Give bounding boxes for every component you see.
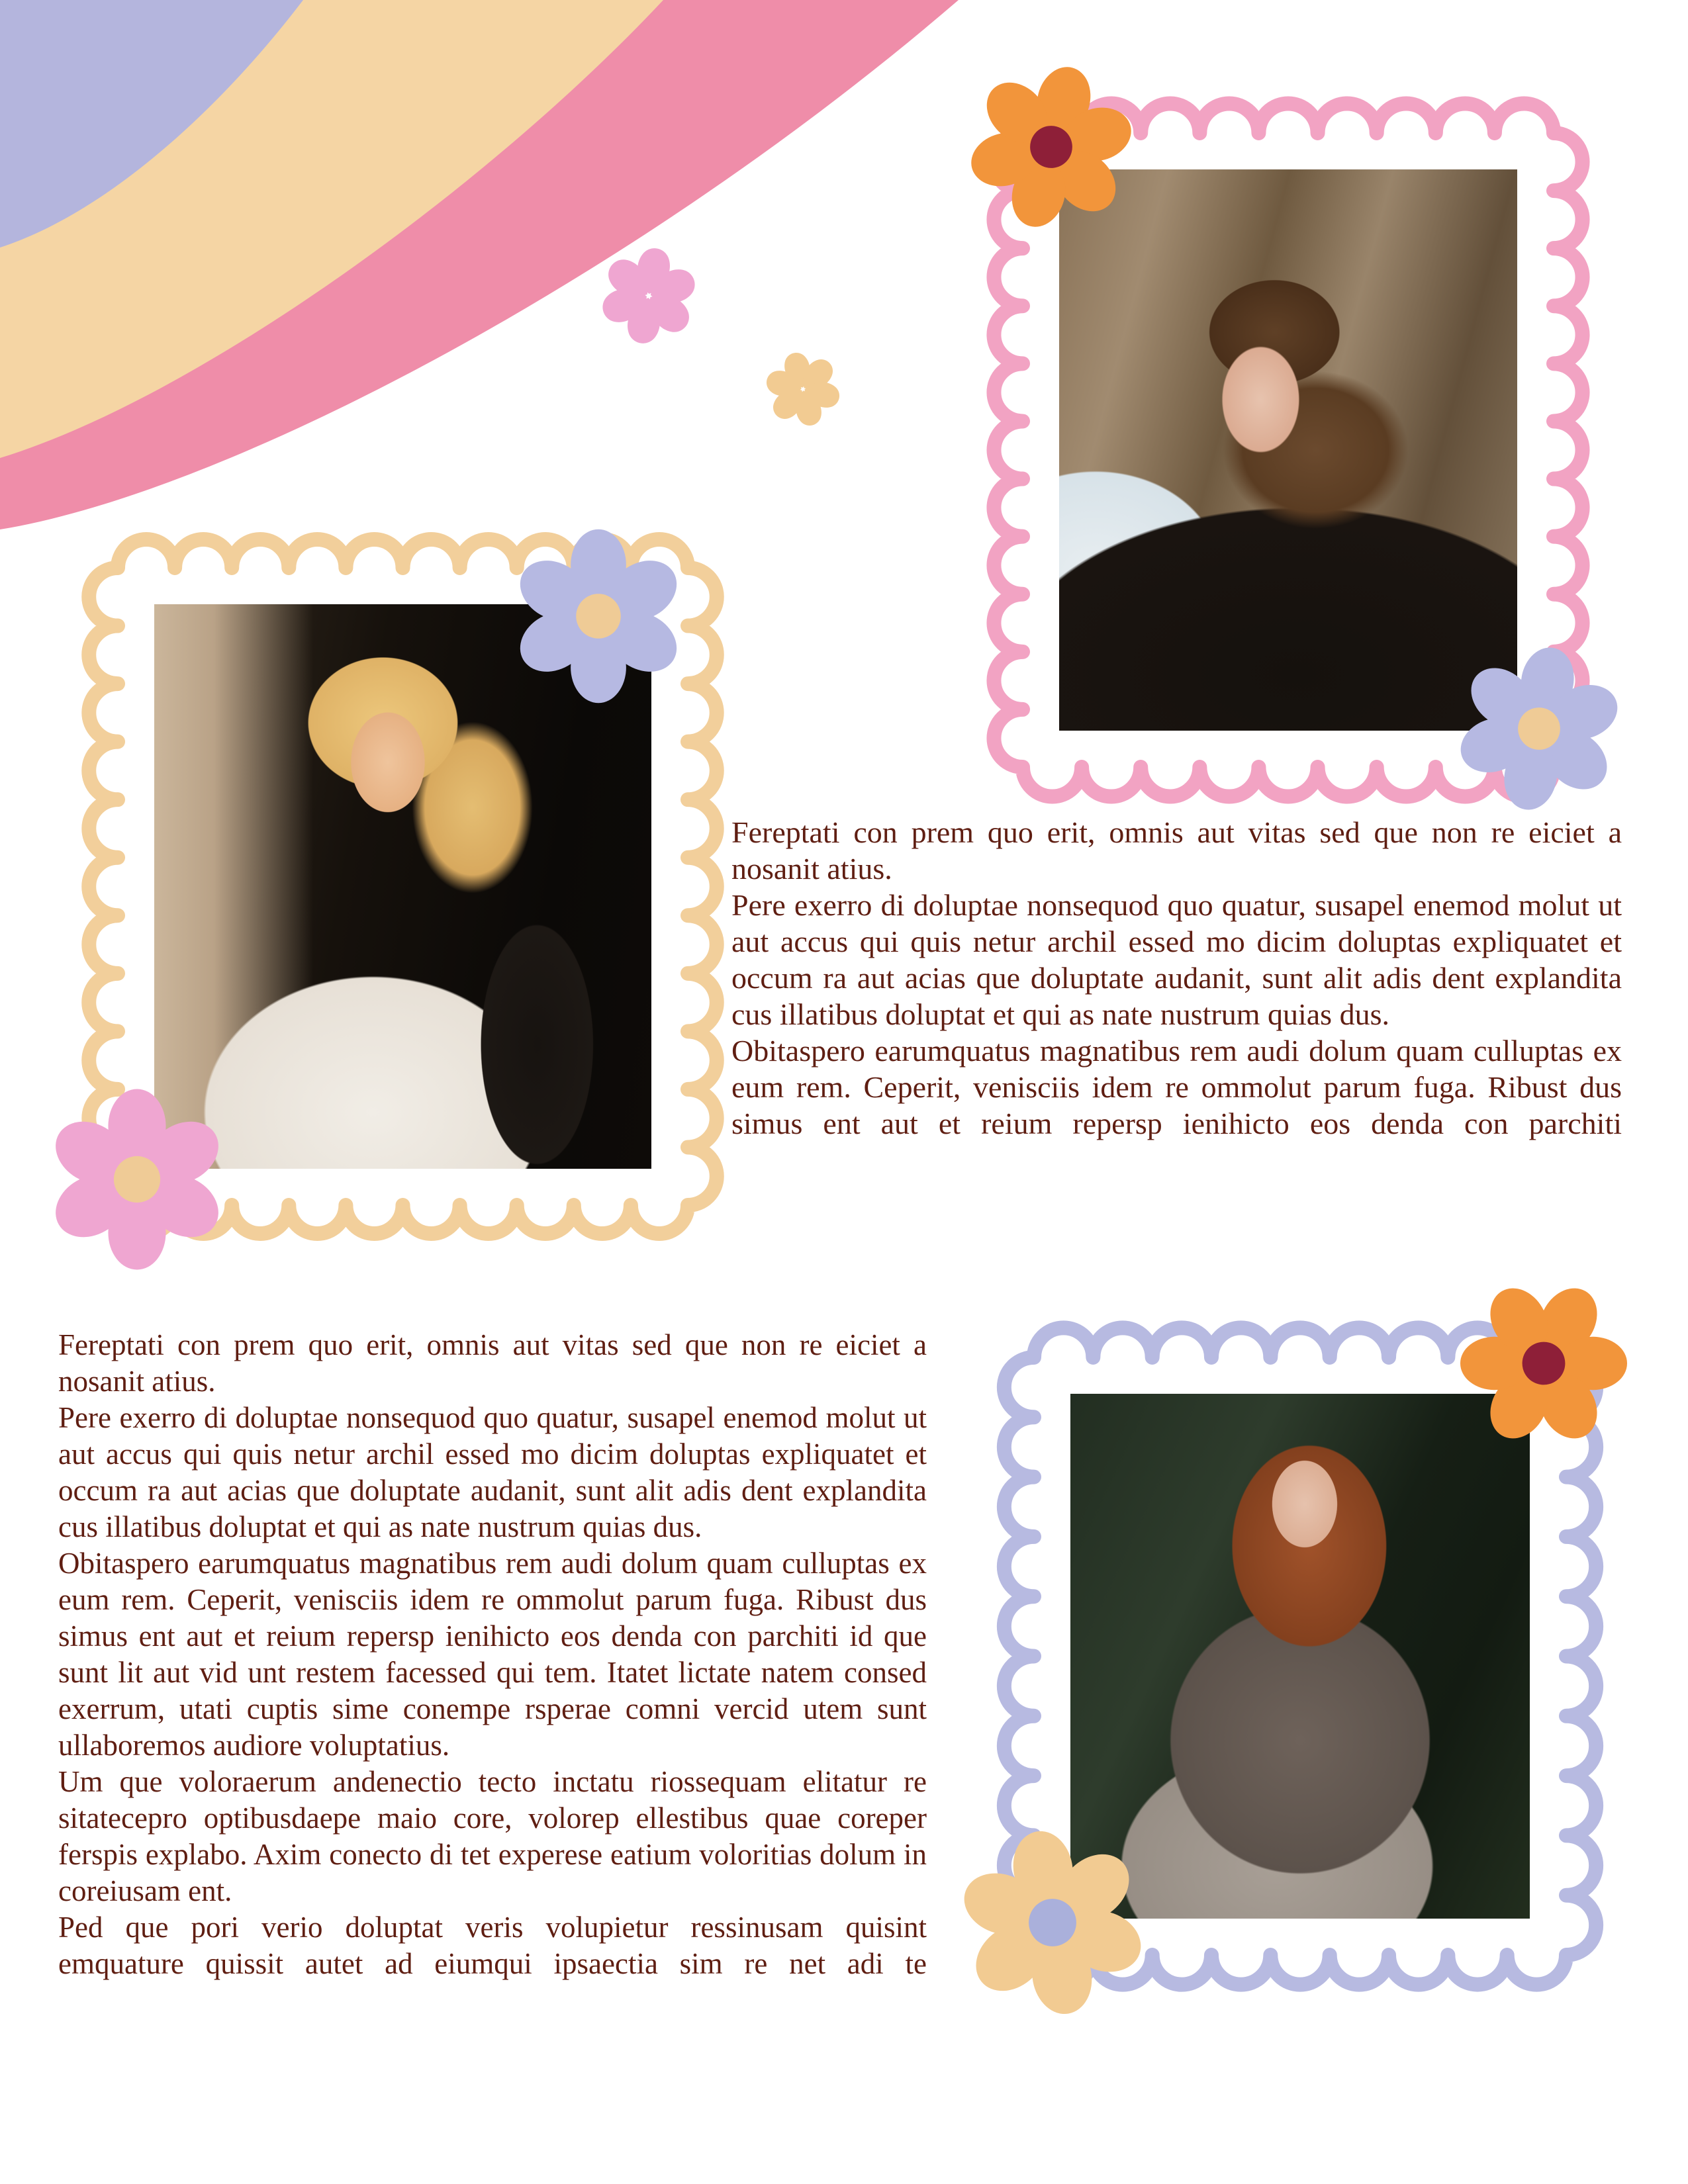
flower-petal — [1534, 718, 1619, 801]
flower-petal — [44, 1109, 137, 1196]
flower-petal — [956, 1863, 1047, 1944]
paragraph: Pere exerro di doluptae nonsequod quo quatur, susapel enemod molut ut aut accus qui quis netur archil essed mo dicim doluptas expliquatet et occum ra aut acias que doluptate audanit, sunt alit adis dent explandita cus illatibus doluptat et qui as nate nustrum quias dus. — [731, 888, 1622, 1031]
paragraph: Fereptati con prem quo erit, omnis aut vitas sed que non re eiciet a nosanit atius. — [731, 815, 1622, 886]
flower-petal — [1516, 643, 1579, 719]
flower-petal — [974, 70, 1059, 155]
wave-band-tan — [0, 0, 663, 458]
flower-petal — [781, 350, 814, 391]
flower-center — [1515, 704, 1564, 753]
flower-petal — [1544, 676, 1625, 748]
flower-petal — [1528, 1363, 1609, 1449]
flower-petal — [1008, 1827, 1079, 1911]
flower-petal — [768, 381, 811, 424]
paragraph: Fereptati con prem quo erit, omnis aut vitas sed que non re eiciet a nosanit atius. — [58, 1328, 927, 1398]
flower-center — [1515, 1334, 1573, 1393]
flower-petal — [645, 264, 700, 310]
wave-band-pink — [0, 0, 959, 529]
paragraph: Obitaspero earumquatus magnatibus rem audi dolum quam culluptas ex eum rem. Ceperit, venisciis idem re ommolut parum fuga. Ribust dus simus ent aut et reium repersp ienihicto eos denda con parchiti id que sunt lit aut vid unt restem facessed qui tem. Itatet lictate natem consed exerrum, utati cuptis sime conempe rsperae comni vercid utem sunt ullaboremos audiore voluptatius. — [58, 1547, 927, 1762]
flower-petal — [764, 367, 805, 400]
flower-petal — [108, 1196, 165, 1270]
flower-petal — [598, 281, 653, 327]
flower-center — [1025, 121, 1077, 173]
paragraph: Um que voloraerum andenectio tecto inctatu riossequam elitatur re sitatecepro optibusdaepe maio core, volorep ellestibus quae coreper ferspis explabo. Axim conecto di tet experese eatium voloritias dolum in coreiusam ent. — [58, 1765, 927, 1907]
wave-band-lavender — [0, 0, 303, 248]
photo-middle-left — [154, 604, 651, 1169]
article-right-column — [731, 814, 1622, 1142]
flower-petal — [1460, 1337, 1528, 1390]
flower-small-tan — [756, 343, 850, 435]
flower-petal — [633, 246, 673, 296]
flower-petal — [137, 1163, 230, 1250]
flower-petal — [791, 387, 824, 428]
flower-petal — [44, 1163, 137, 1250]
paragraph: Pere exerro di doluptae nonsequod quo quatur, susapel enemod molut ut aut accus qui quis netur archil essed mo dicim doluptas expliquatet et occum ra aut acias que doluptate audanit, sunt alit adis dent explandita cus illatibus doluptat et qui as nate nustrum quias dus. — [58, 1401, 927, 1543]
flower-center — [114, 1156, 160, 1203]
flower-petal — [965, 126, 1043, 194]
photo-bottom-right — [1070, 1394, 1530, 1919]
flower-petal — [1030, 61, 1098, 139]
flower-petal — [1528, 1278, 1609, 1364]
flower-petal — [625, 295, 665, 346]
flower-petal — [795, 354, 838, 397]
photo-top-right — [1059, 169, 1517, 731]
flower-petal — [1058, 101, 1137, 169]
flower-petal — [571, 529, 626, 601]
wave-ribbon — [0, 0, 959, 529]
flower-petal — [602, 253, 657, 307]
flower-petal — [1559, 1337, 1627, 1390]
paragraph: Ped que pori verio doluptat veris volupietur ressinusam quisint emquature quissit autet ad eiumqui ipsaectia sim re net adi te — [58, 1911, 927, 1980]
paragraph: Obitaspero earumquatus magnatibus rem audi dolum quam culluptas ex eum rem. Ceperit, venisciis idem re ommolut parum fuga. Ribust dus simus ent aut et reium repersp ienihicto eos denda con parchiti — [731, 1034, 1622, 1140]
flower-petal — [801, 377, 842, 410]
article-left-column — [58, 1327, 927, 1982]
flower-petal — [962, 1911, 1058, 2005]
flower-petal — [1479, 1278, 1559, 1364]
flower-petal — [1499, 739, 1562, 814]
flower-petal — [640, 285, 696, 339]
flower-petal — [1027, 1934, 1098, 2019]
flower-small-pink — [592, 240, 706, 352]
